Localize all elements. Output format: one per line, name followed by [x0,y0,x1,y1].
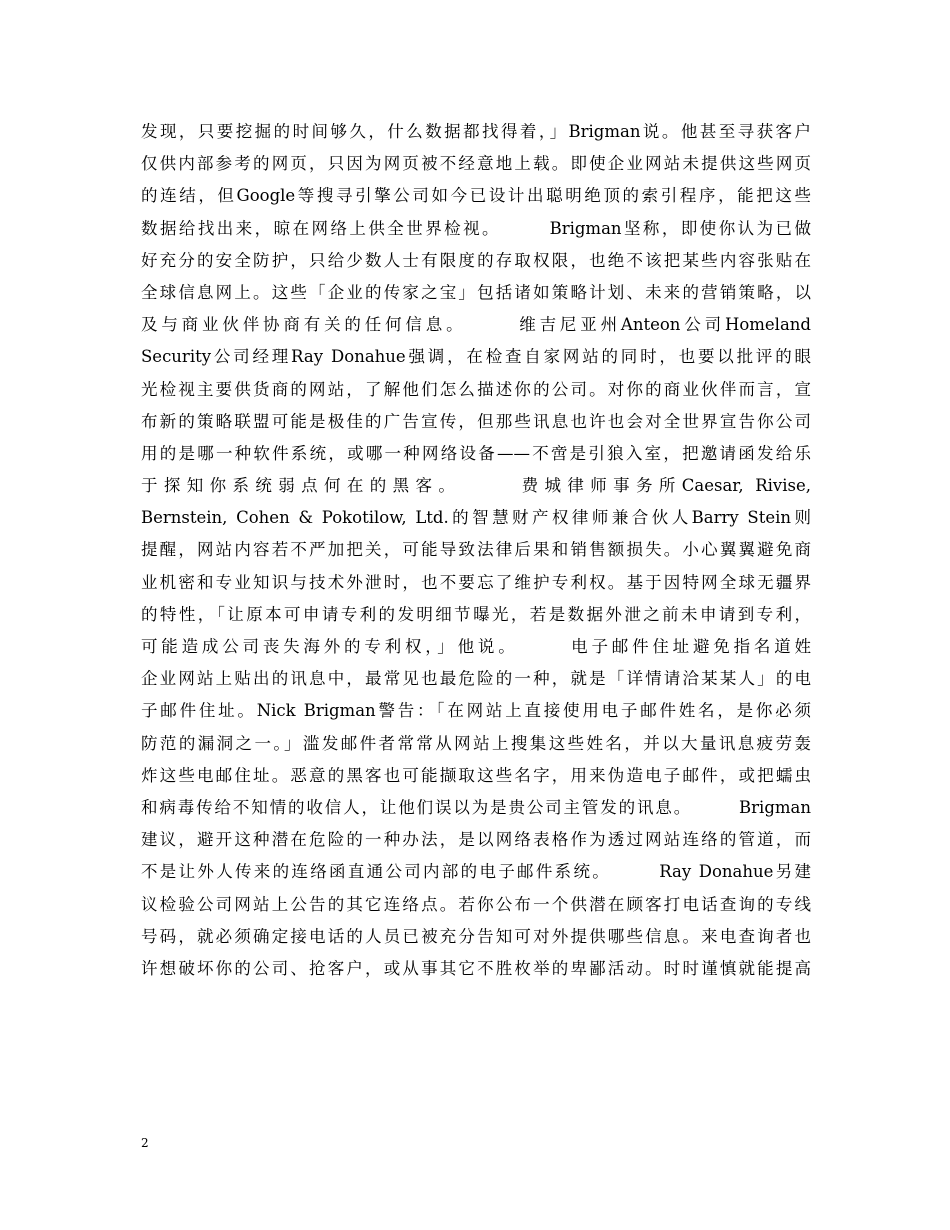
text-line: 企业网站上贴出的讯息中，最常见也最危险的一种，就是「详情请洽某某人」的电 [141,669,811,689]
text-line: 号码，就必须确定接电话的人员已被充分告知可对外提供哪些信息。来电查询者也 [141,926,811,946]
text-line: 子邮件住址。Nick Brigman警告：「在网站上直接使用电子邮件姓名，是你必须 [141,701,811,721]
text-line: 于探知你系统弱点何在的黑客。 费城律师事务所Caesar, Rivise, [141,476,811,496]
text-line: 和病毒传给不知情的收信人，让他们误以为是贵公司主管发的讯息。 Brigman [141,797,811,817]
text-line: 炸这些电邮住址。恶意的黑客也可能撷取这些名字，用来伪造电子邮件，或把蠕虫 [141,765,811,785]
text-line: 好充分的安全防护，只给少数人士有限度的存取权限，也绝不该把某些内容张贴在 [141,250,811,270]
text-line: 可能造成公司丧失海外的专利权，」他说。 电子邮件住址避免指名道姓 [141,637,811,656]
text-line: Security公司经理Ray Donahue强调，在检查自家网站的同时，也要以批评的眼 [141,347,811,367]
text-line: 建议，避开这种潜在危险的一种办法，是以网络表格作为透过网站连络的管道，而 [141,830,811,850]
text-line: Bernstein, Cohen & Pokotilow, Ltd.的智慧财产权律师兼合伙人Barry Stein则 [141,508,811,528]
page-number: 2 [141,1136,149,1150]
text-line: 不是让外人传来的连络函直通公司内部的电子邮件系统。 Ray Donahue另建 [141,862,811,882]
text-line: 布新的策略联盟可能是极佳的广告宣传，但那些讯息也许也会对全世界宣告你公司 [141,411,811,431]
text-line: 光检视主要供货商的网站，了解他们怎么描述你的公司。对你的商业伙伴而言，宣 [141,379,811,399]
text-line: 提醒，网站内容若不严加把关，可能导致法律后果和销售额损失。小心翼翼避免商 [141,540,811,560]
body-text [141,116,811,985]
text-line: 用的是哪一种软件系统，或哪一种网络设备——不啻是引狼入室，把邀请函发给乐 [141,443,811,463]
text-line: 防范的漏洞之一。」滥发邮件者常常从网站上搜集这些姓名，并以大量讯息疲劳轰 [141,733,811,753]
text-line: 许想破坏你的公司、抢客户，或从事其它不胜枚举的卑鄙活动。时时谨慎就能提高 [141,958,811,978]
text-line: 及与商业伙伴协商有关的任何信息。 维吉尼亚州Anteon公司Homeland [141,315,811,335]
text-line: 的特性，「让原本可申请专利的发明细节曝光，若是数据外泄之前未申请到专利， [141,604,811,624]
text-line: 的连结，但Google等搜寻引擎公司如今已设计出聪明绝顶的索引程序，能把这些 [141,186,811,206]
text-line: 仅供内部参考的网页，只因为网页被不经意地上载。即使企业网站未提供这些网页 [141,154,811,174]
text-line: 数据给找出来，晾在网络上供全世界检视。 Brigman坚称，即使你认为已做 [141,218,811,238]
text-line: 全球信息网上。这些「企业的传家之宝」包括诸如策略计划、未来的营销策略，以 [141,282,811,302]
text-line: 发现，只要挖掘的时间够久，什么数据都找得着，」Brigman说。他甚至寻获客户 [141,122,811,141]
text-line: 议检验公司网站上公告的其它连络点。若你公布一个供潜在顾客打电话查询的专线 [141,894,811,914]
text-line: 业机密和专业知识与技术外泄时，也不要忘了维护专利权。基于因特网全球无疆界 [141,572,811,592]
